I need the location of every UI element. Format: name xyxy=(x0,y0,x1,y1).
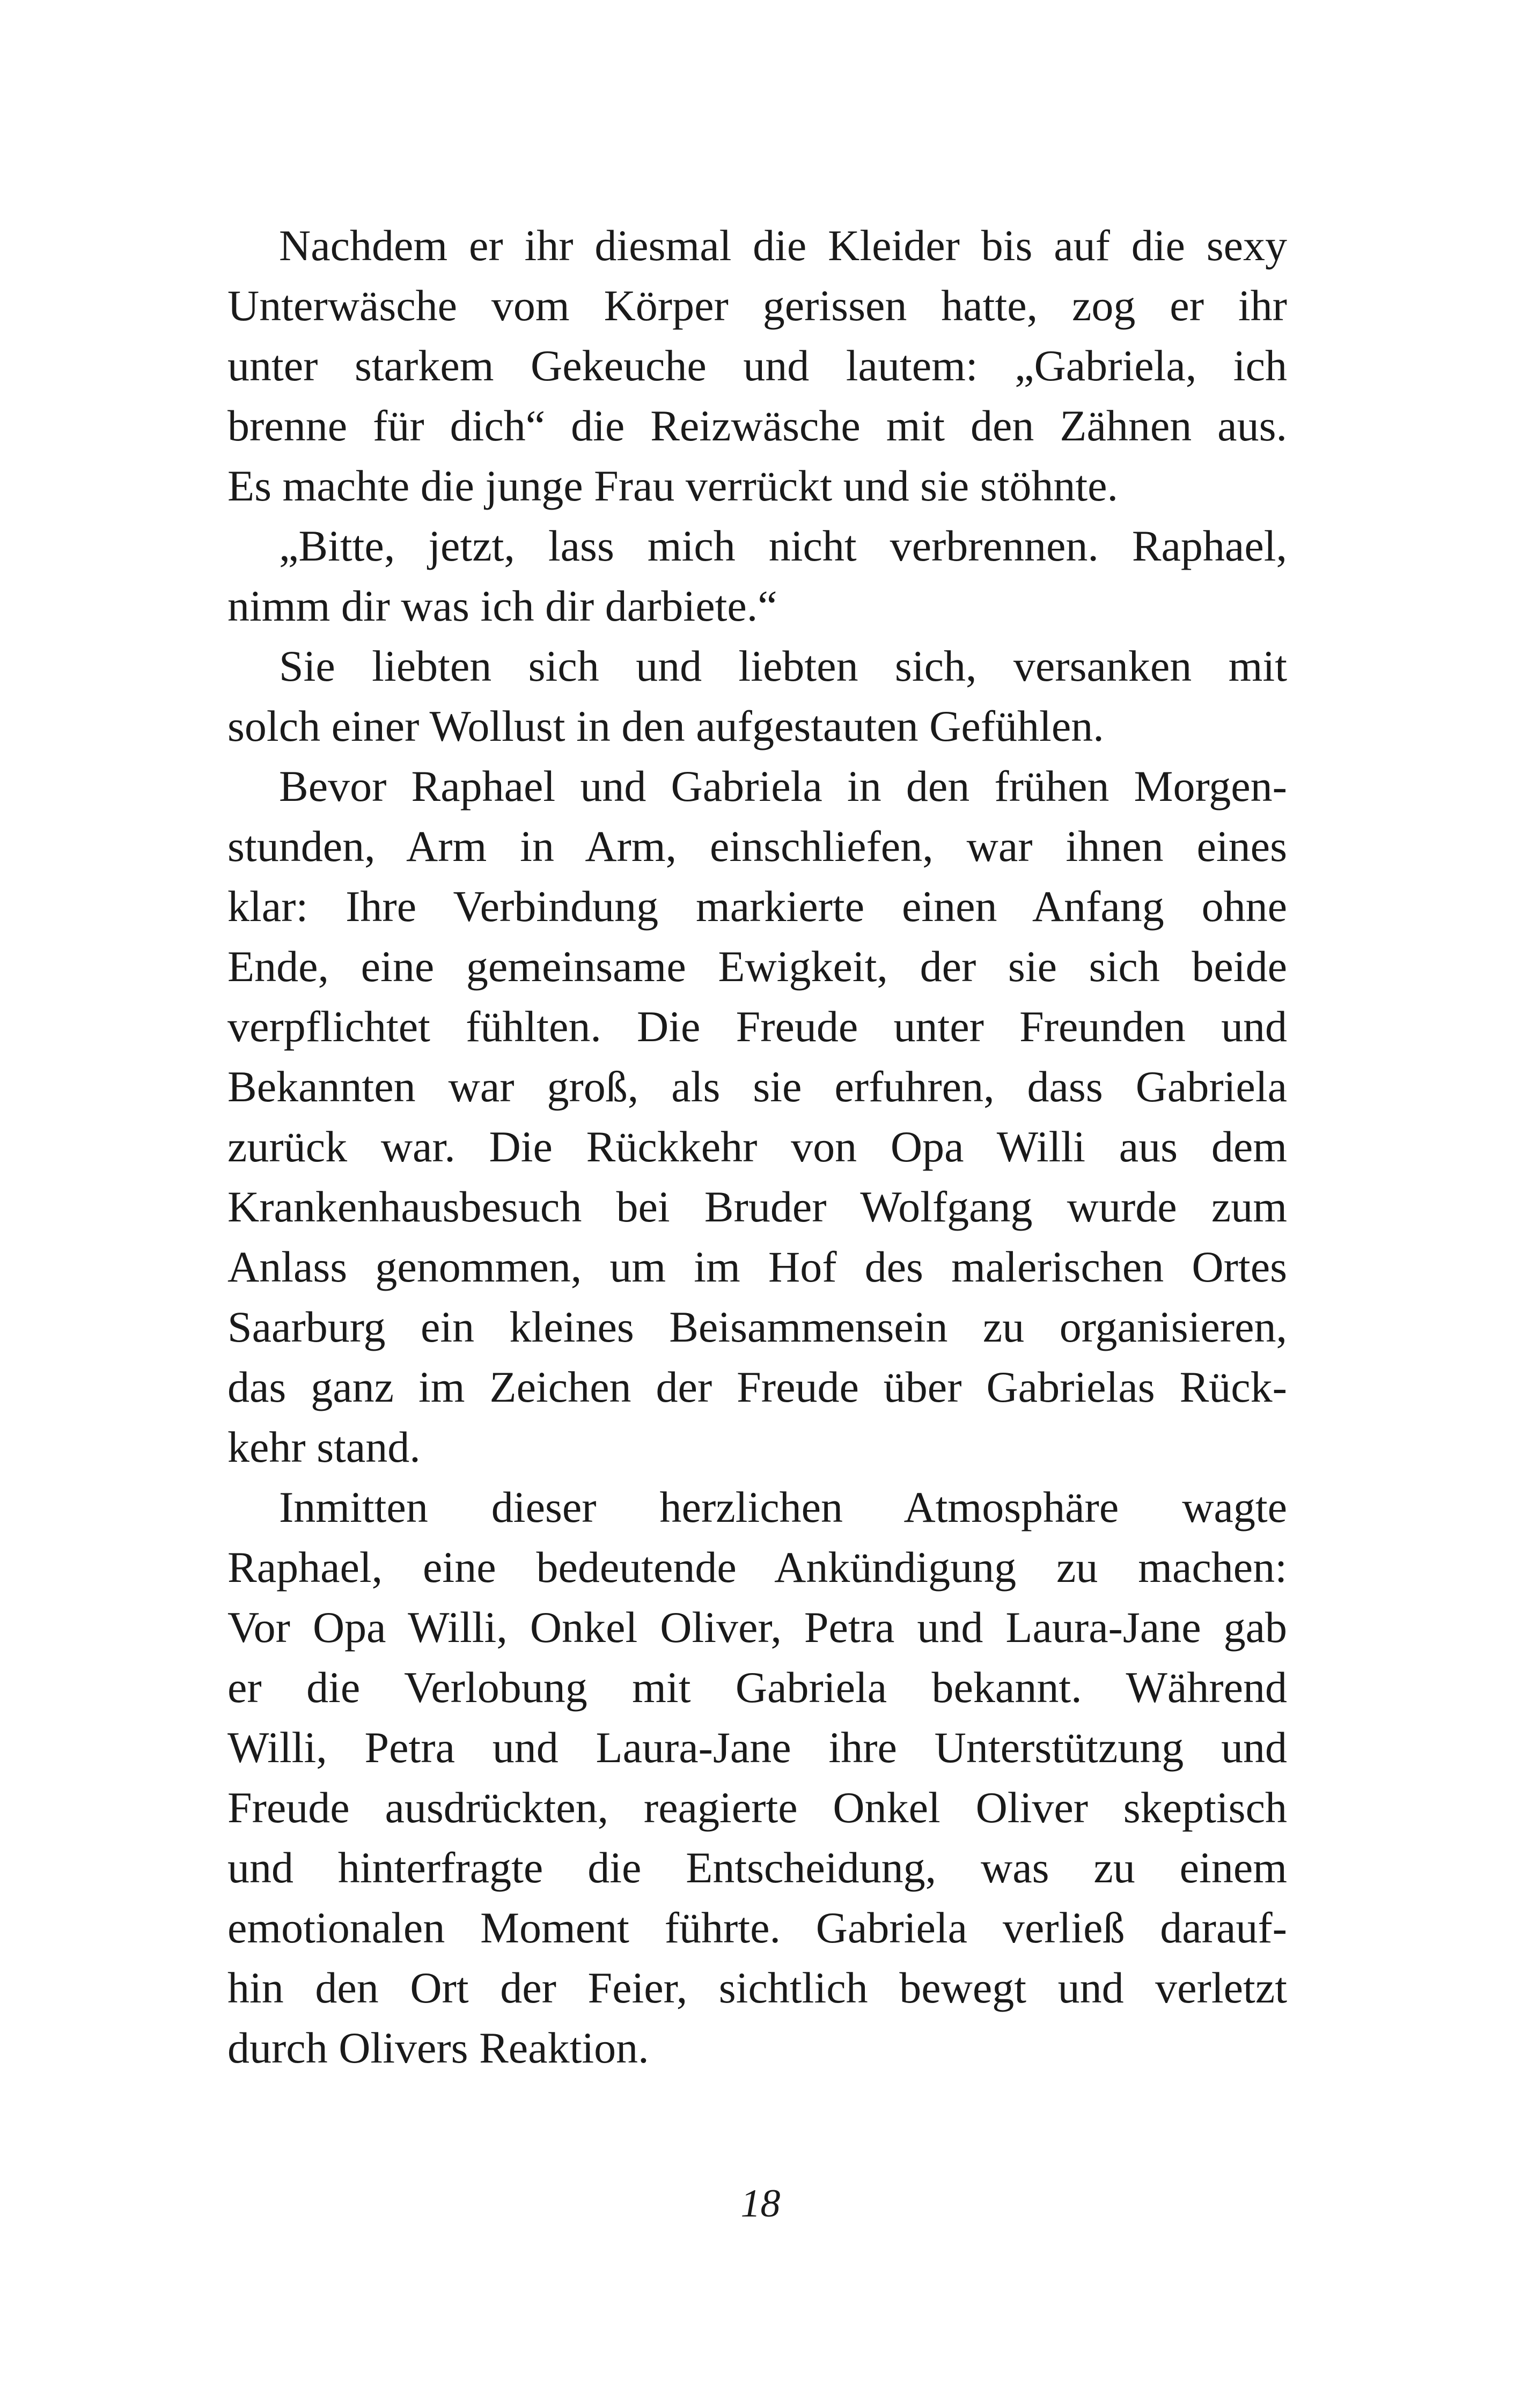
text-line: Es machte die junge Frau verrückt und sie stöhnte. xyxy=(227,461,1119,510)
text-line: das ganz im Zeichen der Freude über Gabrielas Rück- xyxy=(227,1363,1287,1411)
text-line: solch einer Wollust in den aufgestauten Gefühlen. xyxy=(227,702,1104,750)
text-line: er die Verlobung mit Gabriela bekannt. Während xyxy=(227,1663,1287,1712)
page-number: 18 xyxy=(740,2182,781,2226)
text-line: Raphael, eine bedeutende Ankündigung zu machen: xyxy=(227,1543,1287,1592)
text-line: Bekannten war groß, als sie erfuhren, dass Gabriela xyxy=(227,1062,1287,1111)
text-line: klar: Ihre Verbindung markierte einen Anfang ohne xyxy=(227,882,1287,931)
text-line: Saarburg ein kleines Beisammensein zu organisieren, xyxy=(227,1302,1287,1351)
text-line: Anlass genommen, um im Hof des malerischen Ortes xyxy=(227,1242,1287,1291)
text-line: Vor Opa Willi, Onkel Oliver, Petra und Laura-Jane gab xyxy=(227,1603,1287,1652)
text-line: Inmitten dieser herzlichen Atmosphäre wagte xyxy=(279,1483,1287,1531)
text-line: „Bitte, jetzt, lass mich nicht verbrennen. Raphael, xyxy=(279,521,1287,570)
text-line: zurück war. Die Rückkehr von Opa Willi aus dem xyxy=(227,1122,1287,1171)
text-line: und hinterfragte die Entscheidung, was zu einem xyxy=(227,1843,1287,1892)
text-line: Nachdem er ihr diesmal die Kleider bis auf die sexy xyxy=(279,221,1287,270)
text-line: kehr stand. xyxy=(227,1423,421,1471)
text-line: verpflichtet fühlten. Die Freude unter Freunden und xyxy=(227,1002,1287,1051)
text-line: Bevor Raphael und Gabriela in den frühen Morgen- xyxy=(279,762,1287,811)
text-line: durch Olivers Reaktion. xyxy=(227,2023,649,2072)
text-line: brenne für dich“ die Reizwäsche mit den Zähnen aus. xyxy=(227,401,1287,450)
text-line: Krankenhausbesuch bei Bruder Wolfgang wurde zum xyxy=(227,1182,1287,1231)
text-line: Sie liebten sich und liebten sich, versanken mit xyxy=(279,642,1287,690)
text-line: unter starkem Gekeuche und lautem: „Gabriela, ich xyxy=(227,341,1287,390)
text-line: Ende, eine gemeinsame Ewigkeit, der sie sich beide xyxy=(227,942,1287,991)
text-line: nimm dir was ich dir darbiete.“ xyxy=(227,581,777,630)
text-line: Unterwäsche vom Körper gerissen hatte, zog er ihr xyxy=(227,281,1287,330)
text-line: Freude ausdrückten, reagierte Onkel Oliver skeptisch xyxy=(227,1783,1287,1832)
text-line: emotionalen Moment führte. Gabriela verließ darauf- xyxy=(227,1903,1287,1952)
text-line: hin den Ort der Feier, sichtlich bewegt und verletzt xyxy=(227,1963,1287,2012)
text-line: stunden, Arm in Arm, einschliefen, war ihnen eines xyxy=(227,822,1287,871)
text-line: Willi, Petra und Laura-Jane ihre Unterstützung und xyxy=(227,1723,1287,1772)
